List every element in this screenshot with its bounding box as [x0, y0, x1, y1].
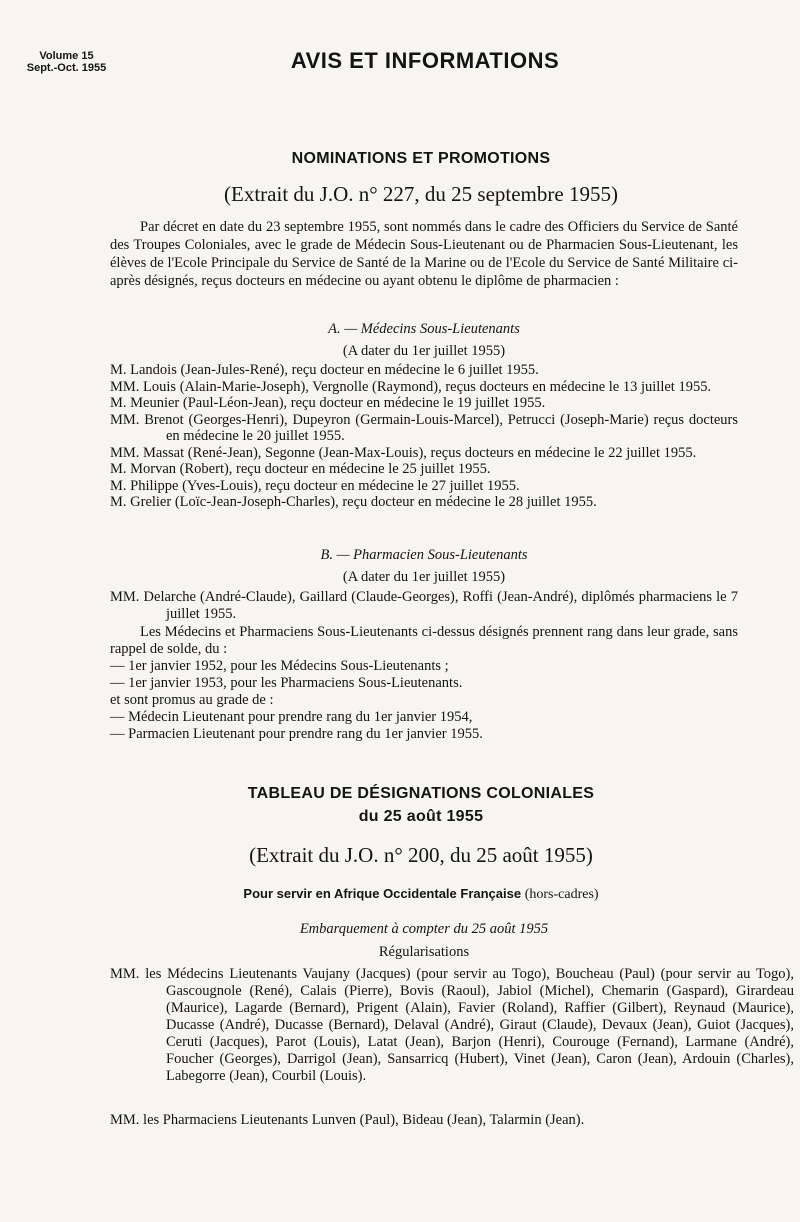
list-item: M. Grelier (Loïc-Jean-Joseph-Charles), reçu docteur en médecine le 28 juillet 1955.: [110, 494, 597, 510]
sub-a-list: [110, 362, 738, 511]
sub-a-date: (A dater du 1er juillet 1955): [342, 343, 506, 359]
promo-list: [110, 709, 738, 743]
list-item: M. Morvan (Robert), reçu docteur en médecine le 25 juillet 1955.: [110, 461, 491, 477]
list-item: MM. Brenot (Georges-Henri), Dupeyron (Germain-Louis-Marcel), Petrucci (Joseph-Marie) reçus docteurs en médecine le 20 juillet 1955.: [110, 411, 738, 444]
section-title-nominations: NOMINATIONS ET PROMOTIONS: [291, 150, 551, 167]
list-item: M. Landois (Jean-Jules-René), reçu docteur en médecine le 6 juillet 1955.: [110, 362, 539, 378]
section-subtitle-date: du 25 août 1955: [358, 808, 484, 825]
list-item: — Médecin Lieutenant pour prendre rang du 1er janvier 1954,: [110, 709, 473, 725]
rank-paragraph: Les Médecins et Pharmaciens Sous-Lieutenants ci-dessus désignés prennent rang dans leur grade, sans rappel de solde, du :: [110, 624, 738, 657]
list-item: — Parmacien Lieutenant pour prendre rang du 1er janvier 1955.: [110, 726, 483, 742]
sub-b-title: B. — Pharmacien Sous-Lieutenants: [320, 547, 528, 563]
list-item: MM. Massat (René-Jean), Segonne (Jean-Max-Louis), reçus docteurs en médecine le 22 juillet 1955.: [110, 444, 697, 461]
list-item: M. Meunier (Paul-Léon-Jean), reçu docteur en médecine le 19 juillet 1955.: [110, 395, 546, 411]
pharmaciens-list: MM. les Pharmaciens Lieutenants Lunven (Paul), Bideau (Jean), Talarmin (Jean).: [110, 1112, 585, 1128]
section-title-designations: TABLEAU DE DÉSIGNATIONS COLONIALES: [247, 785, 595, 802]
volume-date: Sept.-Oct. 1955: [26, 62, 107, 74]
list-item: — 1er janvier 1953, pour les Pharmaciens Sous-Lieutenants.: [110, 675, 463, 691]
extract-line-1: (Extrait du J.O. n° 227, du 25 septembre 1955): [224, 182, 618, 206]
sub-a-title: A. — Médecins Sous-Lieutenants: [328, 321, 520, 337]
medecins-list: MM. les Médecins Lieutenants Vaujany (Jacques) (pour servir au Togo), Boucheau (Paul) (pour servir au Togo), Gascougnole (René), Calais (Pierre), Bovis (Raoul), Jabiol (Michel), Chemarin (Gaspard), Girardeau (Maurice), Lagarde (Bernard), Prigent (Alain), Favier (Roland), Raffier (Gilbert), Reynaud (Maurice), Ducasse (André), Ducasse (Bernard), Delaval (André), Giraut (Claude), Devaux (Jean), Guiot (Jacques), Ceruti (Jacques), Parot (Louis), Latat (Jean), Barjon (Henri), Courouge (Fernand), Larmane (André), Foucher (Georges), Darrigol (Jean), Sansarricq (Hubert), Vinet (Jean), Caron (Jean), Ardouin (Charles), Labegorre (Jean), Courbil (Louis).: [110, 966, 794, 1084]
service-note: (hors-cadres): [524, 887, 599, 902]
sub-b-list: [110, 589, 738, 622]
list-item: M. Philippe (Yves-Louis), reçu docteur en médecine le 27 juillet 1955.: [110, 477, 520, 494]
service-line: [0, 886, 800, 903]
regularisations-heading: Régularisations: [378, 944, 470, 960]
rank-list: [110, 658, 738, 692]
embark-line: Embarquement à compter du 25 août 1955: [299, 921, 549, 937]
sub-b-date: (A dater du 1er juillet 1955): [342, 569, 506, 585]
intro-paragraph: Par décret en date du 23 septembre 1955, sont nommés dans le cadre des Officiers du Service de Santé des Troupes Coloniales, avec le grade de Médecin Sous-Lieutenant ou de Pharmacien Sous-Lieutenant, les élèves de l'Ecole Principale du Service de Santé de la Marine ou de l'Ecole du Service de Santé Militaire ci-après désignés, reçus docteurs en médecine ou ayant obtenu le diplôme de pharmacien :: [110, 219, 738, 289]
page-title: AVIS ET INFORMATIONS: [290, 48, 560, 73]
extract-line-2: (Extrait du J.O. n° 200, du 25 août 1955): [249, 843, 593, 867]
list-item: MM. Delarche (André-Claude), Gaillard (Claude-Georges), Roffi (Jean-André), diplômés pharmaciens le 7 juillet 1955.: [110, 589, 738, 622]
service-bold: Pour servir en Afrique Occidentale Française: [243, 886, 522, 901]
list-item: MM. Louis (Alain-Marie-Joseph), Vergnolle (Raymond), reçus docteurs en médecine le 13 juillet 1955.: [110, 378, 712, 395]
list-item: — 1er janvier 1952, pour les Médecins Sous-Lieutenants ;: [110, 658, 449, 674]
volume-number: Volume 15: [39, 50, 94, 62]
promo-paragraph: et sont promus au grade de :: [110, 692, 274, 708]
